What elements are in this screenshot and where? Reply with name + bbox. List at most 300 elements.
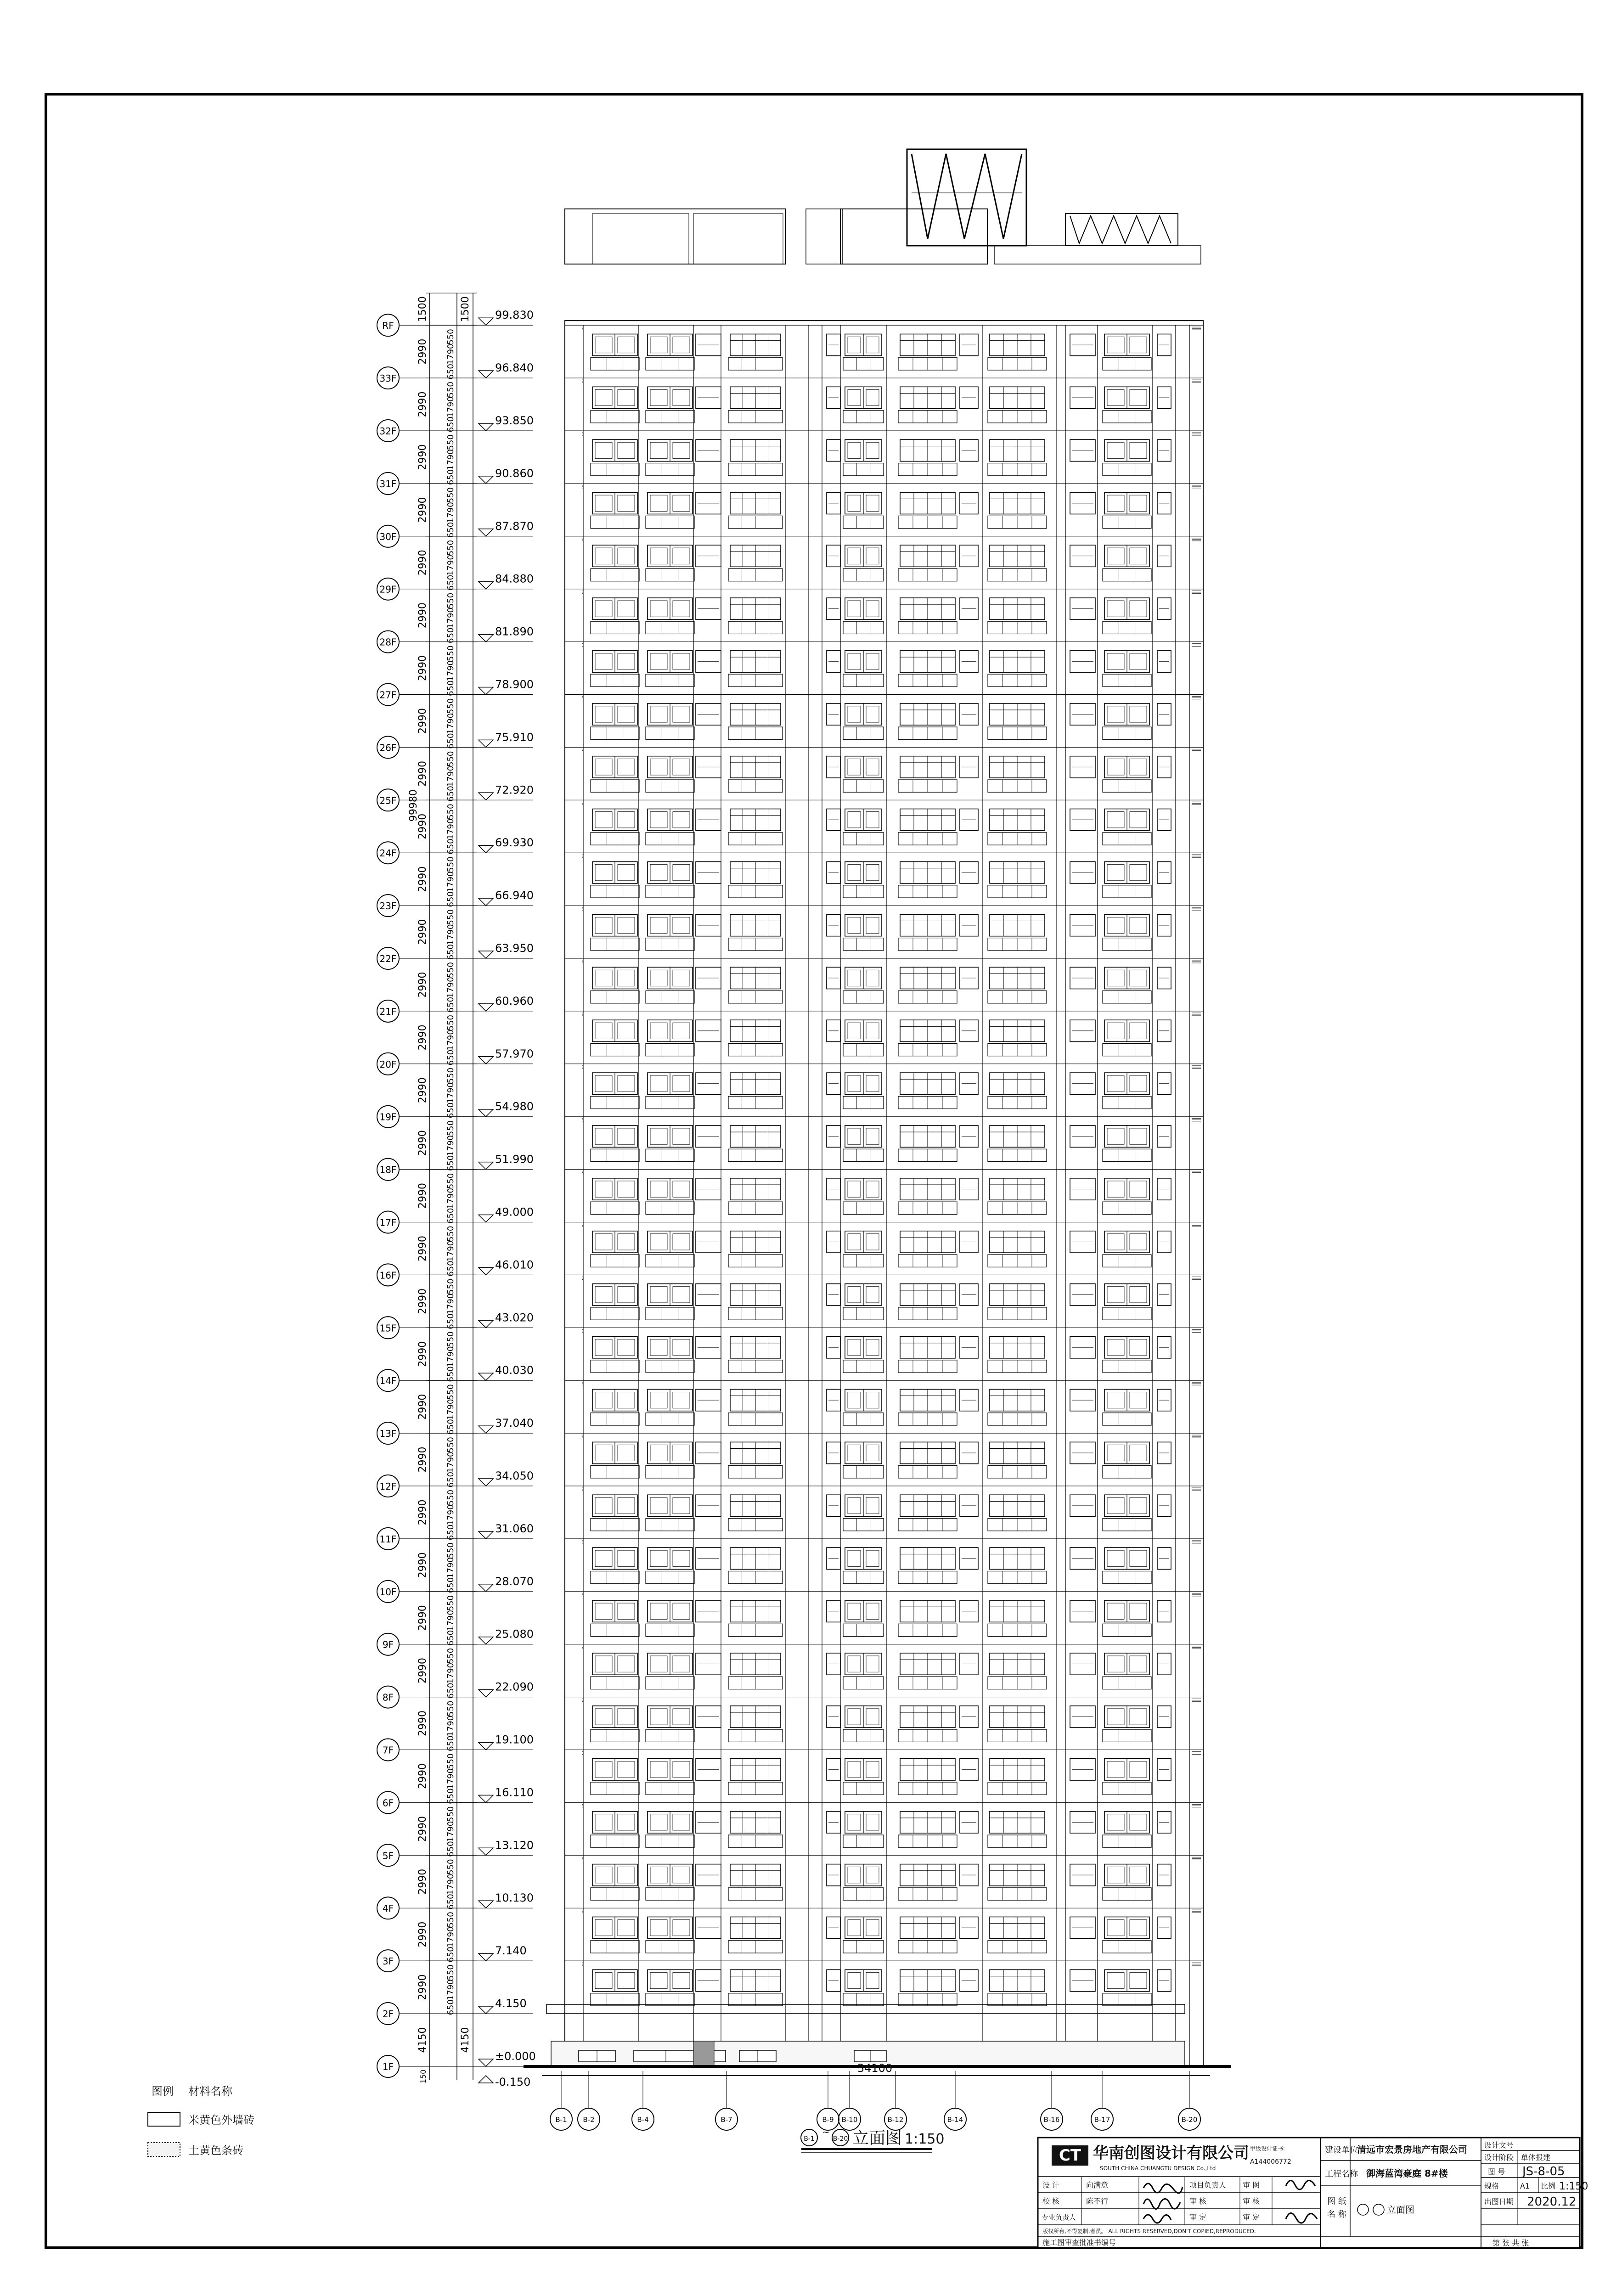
- balcony-rail: [843, 727, 884, 739]
- balcony-rail: [1103, 411, 1151, 423]
- level-label: 16F: [379, 1270, 397, 1281]
- elevation-mark: [479, 2006, 493, 2014]
- balcony-rail: [843, 1307, 884, 1320]
- balcony-rail: [646, 1888, 694, 1900]
- window-dim: 1790: [446, 818, 456, 840]
- balcony-rail: [843, 1202, 884, 1214]
- window-dim: 1790: [446, 1452, 456, 1473]
- level-label: 21F: [379, 1006, 397, 1017]
- floor-height-dim: 2990: [417, 1499, 428, 1525]
- cert-number: A144006772: [1250, 2158, 1291, 2166]
- balcony-rail: [1103, 991, 1151, 1003]
- balcony-rail: [591, 1782, 639, 1795]
- elevation-mark: [479, 1004, 493, 1011]
- balcony-rail: [843, 1360, 884, 1373]
- balcony-rail: [646, 833, 694, 845]
- basement-elevation: -0.150: [495, 2076, 531, 2088]
- balcony-rail: [1103, 568, 1151, 581]
- sill-dim: 650: [446, 574, 456, 591]
- balcony-rail: [843, 1993, 884, 2006]
- balcony-rail: [1103, 1043, 1151, 1056]
- balcony-rail: [1103, 885, 1151, 898]
- balcony-rail: [1103, 674, 1151, 687]
- elevation-mark: [479, 1162, 493, 1170]
- level-label: 2F: [382, 2009, 394, 2020]
- balcony-rail: [591, 1149, 639, 1161]
- balcony-rail: [591, 1307, 639, 1320]
- sill-dim: 650: [446, 944, 456, 960]
- window-dim: 1790: [446, 449, 456, 471]
- balcony-rail: [646, 727, 694, 739]
- drawing-caption: [801, 2127, 944, 2152]
- balcony-rail: [843, 991, 884, 1003]
- sill-dim: 550: [446, 1753, 456, 1769]
- window-dim: 1790: [446, 607, 456, 629]
- window-dim: 1790: [446, 1715, 456, 1737]
- floor-height-dim: 2990: [417, 1816, 428, 1842]
- balcony-rail: [843, 1149, 884, 1161]
- legend: [148, 2085, 254, 2157]
- sill-dim: 550: [446, 487, 456, 503]
- elevation-mark: [479, 582, 493, 589]
- elevation-value: 51.990: [495, 1153, 534, 1166]
- elevation-mark: [479, 423, 493, 431]
- sill-dim: 550: [446, 751, 456, 767]
- balcony-rail: [591, 674, 639, 687]
- sill-dim: 650: [446, 1208, 456, 1224]
- axis-label: B-2: [583, 2116, 595, 2124]
- sill-dim: 650: [446, 1419, 456, 1435]
- sill-dim: 650: [446, 733, 456, 749]
- elevation-value: ±0.000: [495, 2050, 536, 2063]
- window-dim: 1790: [446, 555, 456, 576]
- balcony-rail: [1103, 1941, 1151, 1953]
- balcony-rail: [646, 1835, 694, 1847]
- level-label: 22F: [379, 953, 397, 964]
- elevation-value: 78.900: [495, 678, 534, 691]
- balcony-rail: [843, 1782, 884, 1795]
- level-label: 8F: [382, 1692, 394, 1703]
- legend-title: 图例: [152, 2085, 174, 2098]
- sill-dim: 550: [446, 1067, 456, 1084]
- elevation-mark: [479, 740, 493, 747]
- date-label: 出图日期: [1484, 2197, 1514, 2206]
- balcony-rail: [646, 1729, 694, 1742]
- level-label: 13F: [379, 1428, 397, 1440]
- balcony-rail: [591, 568, 639, 581]
- balcony-rail: [843, 1624, 884, 1636]
- floor-height-dim: 2990: [417, 919, 428, 945]
- scale-label: 比例: [1541, 2182, 1556, 2190]
- elevation-value: 28.070: [495, 1575, 534, 1588]
- balcony-rail: [1103, 1993, 1151, 2006]
- floor-height-dim: 2990: [417, 497, 428, 523]
- level-label: 17F: [379, 1217, 397, 1228]
- window-dim: 1790: [446, 1240, 456, 1262]
- level-label: 32F: [379, 426, 397, 437]
- balcony-rail: [646, 991, 694, 1003]
- role-review: 审 图: [1243, 2181, 1260, 2189]
- client-label: 建设单位: [1325, 2145, 1358, 2155]
- balcony-rail: [591, 780, 639, 792]
- balcony-rail: [591, 1571, 639, 1583]
- balcony-rail: [591, 1255, 639, 1267]
- balcony-rail: [1103, 1782, 1151, 1795]
- phase-label: 设计阶段: [1484, 2153, 1514, 2162]
- balcony-rail: [646, 885, 694, 898]
- role-audit: 审 核: [1189, 2197, 1207, 2206]
- elevation-mark: [479, 1109, 493, 1117]
- balcony-rail: [1103, 1888, 1151, 1900]
- level-label: 15F: [379, 1322, 397, 1334]
- role-design: 设 计: [1042, 2181, 1060, 2189]
- svg-text:B-1: B-1: [804, 2135, 815, 2143]
- sill-dim: 550: [446, 1912, 456, 1928]
- floor-height-dim: 2990: [417, 602, 428, 629]
- balcony-rail: [843, 938, 884, 951]
- elevation-mark: [479, 1215, 493, 1222]
- floor-height-dim: 2990: [417, 1341, 428, 1367]
- elevation-value: 72.920: [495, 783, 534, 797]
- elevation-value: 63.950: [495, 942, 534, 955]
- crown-truss: [912, 154, 1022, 239]
- svg-text:B-20: B-20: [833, 2135, 848, 2143]
- balcony-rail: [843, 516, 884, 528]
- sill-dim: 550: [446, 540, 456, 556]
- legend-swatch-2: [148, 2143, 180, 2156]
- balcony-rail: [1103, 727, 1151, 739]
- floor-height-dim: 2990: [417, 1235, 428, 1261]
- caption-scale: 1:150: [905, 2131, 945, 2147]
- page-label: 第 张 共 张: [1492, 2239, 1529, 2247]
- balcony-rail: [646, 621, 694, 634]
- window-dim: 1790: [446, 1821, 456, 1842]
- level-label: 7F: [382, 1745, 394, 1756]
- balcony-rail: [591, 1677, 639, 1689]
- total-width-label: 34100: [857, 2062, 893, 2075]
- role-design-name: 向满意: [1086, 2181, 1109, 2189]
- balcony-rail: [591, 885, 639, 898]
- elevation-mark: [479, 1743, 493, 1750]
- phase-value: 单体报建: [1521, 2153, 1551, 2162]
- axis-label: B-16: [1043, 2116, 1060, 2124]
- balcony-rail: [591, 516, 639, 528]
- elevation-value: 46.010: [495, 1258, 534, 1272]
- floor-height-dim: 2990: [417, 813, 428, 839]
- sill-dim: 650: [446, 522, 456, 538]
- axis-label: B-10: [841, 2116, 858, 2124]
- level-label: 33F: [379, 373, 397, 384]
- sill-dim: 550: [446, 1384, 456, 1400]
- balcony-rail: [1103, 1360, 1151, 1373]
- project-name: 御海蓝湾豪庭 8#楼: [1366, 2168, 1448, 2179]
- role-check: 校 核: [1042, 2197, 1060, 2206]
- balcony-rail: [591, 1043, 639, 1056]
- balcony-rail: [646, 1993, 694, 2006]
- floor-height-dim: 2990: [417, 1130, 428, 1156]
- elevation-value: 87.870: [495, 519, 534, 533]
- floor-height-dim: 2990: [417, 1446, 428, 1473]
- window-dim: 1790: [446, 1346, 456, 1367]
- sill-dim: 650: [446, 364, 456, 380]
- balcony-rail: [591, 1729, 639, 1742]
- balcony-rail: [646, 1677, 694, 1689]
- balcony-rail: [843, 1888, 884, 1900]
- floor-height-dim: 2990: [417, 1658, 428, 1684]
- elevation-value: 54.980: [495, 1100, 534, 1113]
- window-dim: 1790: [446, 1135, 456, 1156]
- balcony-rail: [843, 358, 884, 370]
- floor-height-dim: 2990: [417, 655, 428, 681]
- balcony-rail: [646, 674, 694, 687]
- role-audit-right: 审 核: [1243, 2197, 1260, 2206]
- axis-label: B-1: [555, 2116, 567, 2124]
- level-label: 14F: [379, 1375, 397, 1387]
- balcony-rail: [646, 568, 694, 581]
- elevation-value: 49.000: [495, 1205, 534, 1219]
- level-label: RF: [382, 320, 394, 332]
- window-dim: 1790: [446, 977, 456, 998]
- building-outline: [565, 321, 1203, 2066]
- floor-height-dim: 4150: [417, 2027, 428, 2053]
- balcony-rail: [591, 1941, 639, 1953]
- level-label: 29F: [379, 584, 397, 595]
- floor-height-dim: 2990: [417, 708, 428, 734]
- balcony-rail: [591, 1835, 639, 1847]
- copyright-notice: 版权所有,不得复制,者员。 ALL RIGHTS RESERVED,DON'T COPIED,REPRODUCED.: [1042, 2228, 1256, 2234]
- sill-dim: 650: [446, 1366, 456, 1382]
- floor-height-dim: 2990: [417, 1763, 428, 1789]
- company-name-cn: 华南创图设计有限公司: [1093, 2144, 1249, 2162]
- project-label: 工程名称: [1325, 2169, 1358, 2179]
- balcony-rail: [1103, 1466, 1151, 1478]
- elevation-mark: [479, 1690, 493, 1697]
- balcony-rail: [843, 1043, 884, 1056]
- level-label: 4F: [382, 1903, 394, 1914]
- window-dim: 1790: [446, 1399, 456, 1420]
- balcony-rail: [843, 1835, 884, 1847]
- parapet-dim: 1500: [460, 296, 471, 322]
- balcony-rail: [843, 674, 884, 687]
- elevation-mark: [479, 1373, 493, 1380]
- sill-dim: 550: [446, 962, 456, 978]
- level-label: 11F: [379, 1533, 397, 1545]
- floor-height-dim: 2990: [417, 1077, 428, 1103]
- balcony-rail: [646, 358, 694, 370]
- balcony-rail: [591, 1096, 639, 1109]
- elevation-value: 40.030: [495, 1364, 534, 1377]
- role-discipline: 专业负责人: [1042, 2213, 1076, 2222]
- balcony-rail: [646, 463, 694, 476]
- elevation-mark: [479, 635, 493, 642]
- sill-dim: 550: [446, 1648, 456, 1664]
- balcony-rail: [646, 1413, 694, 1425]
- balcony-rail: [646, 1571, 694, 1583]
- floor-height-dim: 2990: [417, 1868, 428, 1895]
- balcony-rail: [1103, 1729, 1151, 1742]
- balcony-rail: [1103, 621, 1151, 634]
- floor-height-dim: 2990: [417, 391, 428, 417]
- elevation-mark: [479, 1901, 493, 1908]
- sill-dim: 550: [446, 1859, 456, 1875]
- sill-dim: 550: [446, 804, 456, 820]
- floor-height-dim: 2990: [417, 1974, 428, 2000]
- svg-text:~: ~: [822, 2127, 830, 2138]
- balcony-rail: [1103, 1096, 1151, 1109]
- balcony-rail: [646, 1360, 694, 1373]
- level-label: 28F: [379, 636, 397, 648]
- sill-dim: 650: [446, 786, 456, 802]
- elevation-value: 34.050: [495, 1469, 534, 1482]
- sill-dim: 650: [446, 680, 456, 696]
- balcony-rail: [1103, 1255, 1151, 1267]
- sill-dim: 550: [446, 329, 456, 345]
- level-label: 12F: [379, 1481, 397, 1492]
- level-label: 9F: [382, 1639, 394, 1650]
- elevation-mark: [479, 2059, 493, 2066]
- floor-height-dim: 2990: [417, 1552, 428, 1578]
- sill-dim: 650: [446, 996, 456, 1013]
- elevation-mark: [479, 898, 493, 906]
- level-label: 24F: [379, 848, 397, 859]
- balcony-rail: [646, 1519, 694, 1531]
- elevation-mark: [479, 371, 493, 378]
- floor-height-dim: 2990: [417, 760, 428, 787]
- level-markers: [377, 309, 536, 2088]
- balcony-rail: [843, 1729, 884, 1742]
- balcony-rail: [1103, 833, 1151, 845]
- balcony-rail: [591, 411, 639, 423]
- sill-dim: 550: [446, 1120, 456, 1137]
- balcony-rail: [591, 1624, 639, 1636]
- balcony-rail: [843, 621, 884, 634]
- sill-dim: 650: [446, 1683, 456, 1699]
- balcony-rail: [1103, 1571, 1151, 1583]
- window-dim: 1790: [446, 871, 456, 893]
- balcony-rail: [843, 1096, 884, 1109]
- balcony-rail: [1103, 1202, 1151, 1214]
- legend-swatch-1: [148, 2112, 180, 2126]
- sill-dim: 650: [446, 1155, 456, 1171]
- total-height-dim: 99980: [408, 789, 419, 822]
- sill-dim: 650: [446, 838, 456, 855]
- sill-dim: 650: [446, 469, 456, 485]
- size-label: 规格: [1484, 2182, 1499, 2190]
- window-dim: 1790: [446, 1293, 456, 1315]
- level-label: 27F: [379, 689, 397, 701]
- level-label: 30F: [379, 531, 397, 542]
- doc-no-label: 设计文号: [1484, 2141, 1514, 2150]
- sill-dim: 650: [446, 1947, 456, 1963]
- elevation-value: 81.890: [495, 625, 534, 638]
- sheet-no: JS-8-05: [1522, 2165, 1565, 2178]
- floor-height-dim: 2990: [417, 1394, 428, 1420]
- sill-dim: 650: [446, 1524, 456, 1541]
- stamp-label: 施工图审查批准书编号: [1042, 2238, 1116, 2247]
- legend-item-1: 米黄色外墙砖: [188, 2114, 254, 2127]
- sill-dim: 550: [446, 1490, 456, 1506]
- window-dim: 1790: [446, 1926, 456, 1948]
- window-dim: 1790: [446, 502, 456, 523]
- elevation-mark: [479, 1320, 493, 1328]
- drawing-label-2: 名 称: [1327, 2210, 1346, 2219]
- axis-label: B-4: [637, 2116, 649, 2124]
- sill-dim: 550: [446, 434, 456, 450]
- parapet-dim: 1500: [417, 296, 428, 322]
- balcony-rail: [591, 1360, 639, 1373]
- balcony-rail: [1103, 1149, 1151, 1161]
- balcony-rail: [1103, 516, 1151, 528]
- balcony-rail: [843, 1519, 884, 1531]
- elevation-mark: [479, 1953, 493, 1961]
- elevation-value: 60.960: [495, 994, 534, 1007]
- sill-dim: 550: [446, 1437, 456, 1453]
- sill-dim: 650: [446, 1999, 456, 2015]
- balcony-rail: [591, 1413, 639, 1425]
- sill-dim: 650: [446, 1735, 456, 1751]
- window-dim: 1790: [446, 713, 456, 734]
- balcony-rail: [591, 1202, 639, 1214]
- elevation-value: 19.100: [495, 1733, 534, 1746]
- sill-dim: 650: [446, 1630, 456, 1646]
- balcony-rail: [1103, 463, 1151, 476]
- elevation-value: 66.940: [495, 889, 534, 902]
- balcony-rail: [843, 833, 884, 845]
- floor-height-dim: 2990: [417, 866, 428, 892]
- sill-dim: 550: [446, 698, 456, 714]
- axis-markers: [550, 2071, 1200, 2130]
- elevation-value: 99.830: [495, 309, 534, 322]
- balcony-rail: [646, 1466, 694, 1478]
- elevation-mark: [479, 1267, 493, 1275]
- window-dim: 1790: [446, 1874, 456, 1895]
- elevation-mark: [479, 476, 493, 484]
- company-name-en: SOUTH CHINA CHUANGTU DESIGN Co.,Ltd: [1100, 2165, 1216, 2172]
- balcony-rail: [591, 1519, 639, 1531]
- balcony-rail: [646, 1255, 694, 1267]
- floor-height-dim: 2990: [417, 1183, 428, 1209]
- sill-dim: 550: [446, 1700, 456, 1717]
- balcony-rail: [646, 780, 694, 792]
- balcony-rail: [1103, 1624, 1151, 1636]
- elevation-value: 69.930: [495, 836, 534, 850]
- scale-value: 1:150: [1559, 2181, 1588, 2192]
- sill-dim: 550: [446, 909, 456, 925]
- sill-dim: 550: [446, 1331, 456, 1347]
- balcony-rail: [843, 1677, 884, 1689]
- role-project-lead: 项目负责人: [1189, 2181, 1227, 2189]
- elevation-value: 37.040: [495, 1417, 534, 1430]
- elevation-mark: [479, 1531, 493, 1539]
- level-label: 3F: [382, 1956, 394, 1967]
- balcony-rail: [646, 1782, 694, 1795]
- balcony-rail: [591, 358, 639, 370]
- balcony-rail: [646, 1307, 694, 1320]
- floor-height-dim: 2990: [417, 1605, 428, 1631]
- elevation-mark: [479, 1795, 493, 1802]
- balcony-rail: [591, 727, 639, 739]
- elevation-mark: [479, 1426, 493, 1433]
- elevation-value: 43.020: [495, 1311, 534, 1324]
- window-dim: 1790: [446, 1082, 456, 1103]
- balcony-rail: [1103, 1519, 1151, 1531]
- window-dim: 1790: [446, 924, 456, 945]
- balcony-rail: [591, 1466, 639, 1478]
- role-check-name: 陈不行: [1086, 2197, 1109, 2206]
- level-label: 18F: [379, 1164, 397, 1176]
- axis-label: B-9: [822, 2116, 834, 2124]
- floor-height-dim: 2990: [417, 550, 428, 576]
